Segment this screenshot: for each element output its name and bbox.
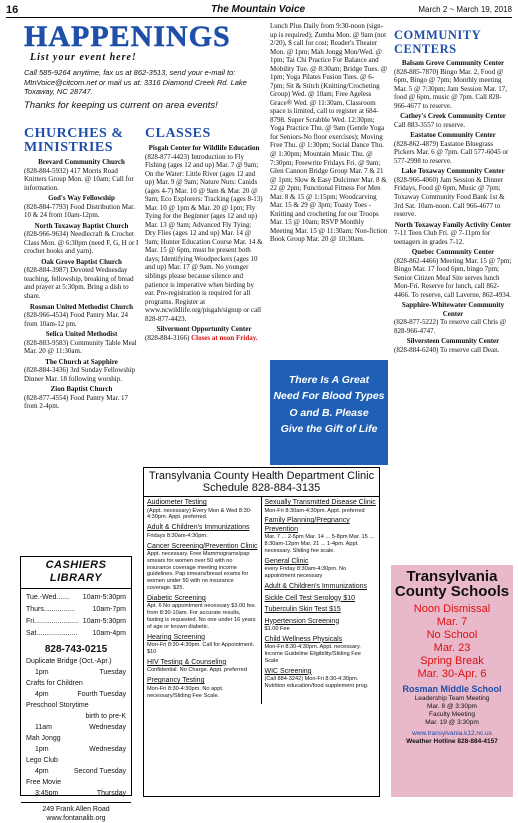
- school-date-line: Spring Break: [420, 655, 484, 667]
- entry-text: (828-885-7870) Bingo Mar. 2, Food @ 6pm, Bingo @ 7pm; Monthly meeting Mar. 5 @ 7:30pm; Jam Session Mar. 17, food @ 6pm, music @ 7pm. Call 828-966-4677 to reserve.: [394, 67, 508, 110]
- clinic-item: [147, 595, 258, 631]
- clinic-service-name: HIV Testing & Counseling: [147, 658, 227, 666]
- library-event-detail: [21, 711, 131, 722]
- library-event-time: [21, 766, 131, 777]
- hours-day: Fri.......................: [26, 617, 79, 625]
- list-item: [394, 167, 512, 218]
- list-item: [24, 385, 139, 411]
- event-time: 1pm: [35, 669, 49, 676]
- clinic-schedule-box: [143, 467, 380, 797]
- clinic-service-name: Family Planning/Pregnancy Prevention: [264, 517, 350, 533]
- clinic-item: [265, 517, 377, 555]
- entry-text: (828-966-9634) Needlecraft & Crochet Class Mon. @ 6:30pm (need F, G, H or I crochet hooks and yarn).: [24, 230, 139, 256]
- clinic-service-detail: (Appt. necessary) Every Mon & Wed 8:30-4:30pm. Appt. preferred.: [147, 507, 252, 521]
- hours-time: 10am-5:30pm: [82, 593, 126, 601]
- classes-heading: CLASSES: [145, 126, 211, 141]
- clinic-service-name: Sickle Cell Test Serology $10: [264, 594, 356, 602]
- event-time: 1pm: [35, 746, 49, 753]
- entry-text: 7-11 Teen Club Fri. @ 7-11pm for teenagers in grades 7-12.: [394, 229, 491, 246]
- library-hours-row: [21, 592, 131, 604]
- event-time: 11am: [35, 724, 52, 731]
- event-day: birth to pre-K: [85, 713, 126, 720]
- entry-org: God's Way Fellowship: [48, 194, 115, 203]
- school-meeting: Mar. 8 @ 3:30pm: [427, 702, 477, 710]
- event-day: Thursday: [96, 790, 126, 797]
- clinic-title: Transylvania County Health Department Clinic Schedule 828-884-3135: [144, 468, 379, 497]
- clinic-item: [265, 595, 377, 604]
- clinic-service-name: General Clinic: [264, 557, 309, 565]
- list-item: [394, 221, 512, 247]
- clinic-service-name: Diabetic Screening: [147, 594, 206, 602]
- entry-org: Zion Baptist Church: [50, 385, 113, 394]
- entry-text: (828-884-3436) 3rd Sunday Fellowship Dinner Mar. 18 following worship.: [24, 366, 136, 383]
- clinic-service-name: Adult & Children's Immunizations: [264, 583, 367, 590]
- list-item: [24, 222, 139, 256]
- happenings-subtitle: List your event here!: [30, 52, 137, 63]
- list-item: [394, 131, 512, 165]
- list-item: [24, 258, 139, 301]
- clinic-service-detail: every Friday 8:30am-4:30pm. No appointment necessary: [264, 566, 347, 580]
- school-name: Rosman Middle School: [402, 684, 502, 694]
- clinic-service-name: Child Wellness Physicals: [264, 635, 343, 643]
- entry-org: Eastatoe Community Center: [410, 131, 496, 140]
- clinic-service-detail: Mon-Fri 8:30-4:30pm. Call for Appointment. $10: [147, 642, 255, 656]
- clinic-item: [265, 606, 377, 615]
- list-item: [394, 248, 512, 299]
- school-meeting: Leadership Team Meeting: [414, 694, 490, 702]
- clinic-service-detail: Fridays 8:30am-4:30pm.: [147, 532, 208, 539]
- clinic-item: [147, 659, 258, 674]
- library-event-title: Duplicate Bridge (Oct.-Apr.): [26, 658, 112, 665]
- clinic-service-name: Sexually Transmitted Disease Clinic: [264, 499, 376, 506]
- library-hours-row: [21, 604, 131, 616]
- clinic-service-name: Hearing Screening: [147, 633, 205, 641]
- page-number: 16: [6, 4, 19, 16]
- entry-text: (828-884-7793) Food Distribution Mar. 10 & 24 from 10am-12pm.: [24, 202, 135, 220]
- issue-date: March 2 ~ March 19, 2018: [418, 5, 512, 14]
- event-time: 3:45pm: [35, 790, 59, 797]
- clinic-item: [147, 634, 258, 656]
- entry-text: (828-862-4466) Meeting Mar. 15 @ 7pm; Bingo Mar. 17 food 6pm, bingo 7pm; Senior Citizen Meal Site serves lunch Mon-Fri. Reserve for lunch, call 862-4466. To reserve, call Laverne, 862-4934.: [394, 256, 512, 299]
- hours-day: Sat.....................: [26, 629, 78, 637]
- closing-alert: Closes at noon Friday.: [191, 333, 258, 342]
- hours-time: 10am-5:30pm: [82, 617, 126, 625]
- entry-org: North Toxaway Family Activity Center: [394, 220, 512, 229]
- library-event-name: Crafts for Children: [26, 680, 83, 687]
- clinic-item: [265, 583, 377, 592]
- list-item: [24, 330, 139, 356]
- list-item: [24, 194, 139, 220]
- entry-org: Oak Grove Baptist Church: [41, 257, 122, 266]
- hours-time: 10am-7pm: [92, 605, 126, 613]
- schools-website: www.transylvania.k12.nc.us: [412, 729, 492, 737]
- entry-org: Pisgah Center for Wildlife Education: [148, 144, 260, 152]
- library-event-time: [21, 667, 131, 678]
- clinic-item: [147, 524, 258, 539]
- hours-time: 10am-4pm: [92, 629, 126, 637]
- clinic-item: [265, 668, 377, 690]
- entry-text: (828-966-4060) Jam Session & Dinner Fridays, Food @ 6pm, Music @ 7pm; Toxaway Community Food Bank 1st & 3rd Sat. 10am-noon. Call 966-4677 to reserve.: [394, 175, 505, 219]
- library-event-time: [21, 722, 131, 733]
- clinic-service-detail: Mon-Fri 8:30-4:30pm. Appt. necessary. Income Guideline Eligibility/Sliding Fee Scale: [264, 644, 361, 665]
- clinic-service-detail: $1.00 Fee: [264, 626, 290, 633]
- entry-org: Selica United Methodist: [45, 330, 118, 339]
- clinic-service-name: Pregnancy Testing: [147, 677, 205, 685]
- clinic-item: [265, 636, 377, 665]
- entry-text: (828-884-3166): [145, 333, 190, 342]
- library-phone: 828-743-0215: [44, 643, 108, 655]
- event-day: Tuesday: [99, 669, 126, 676]
- happenings-intro: Call 585-9264 anytime, fax us at 862-3513, send your e-mail to: MtnVoice@citcom.net or mail us at: 3316 Diamond Creek Rd. Lake Toxaway, NC 28747.: [24, 68, 247, 96]
- school-date-line: Mar. 7: [436, 616, 468, 628]
- banner-line: O and B. Please: [289, 406, 369, 419]
- list-item: [24, 158, 139, 192]
- library-address: 249 Frank Allen Road: [42, 806, 110, 813]
- event-day: Second Tuesday: [73, 768, 126, 775]
- library-title: CASHIERS LIBRARY: [21, 557, 131, 589]
- clinic-service-detail: Mon-Fri 8:30-4:30pm. No appt. necessary/Sliding Fee Scale.: [147, 685, 224, 699]
- clinic-service-detail: (Call 884-3242) Mon-Fri 8:30-4:30pm. Nutrition education/food supplement prog.: [264, 676, 369, 690]
- entry-text: (828-884-6240) To reserve call Dean.: [394, 346, 500, 354]
- classes-column: [145, 127, 263, 467]
- library-event-name: Mah Jongg: [26, 735, 61, 742]
- hours-day: Tue.-Wed.......: [26, 593, 70, 601]
- banner-line: Give the Gift of Life: [280, 422, 378, 435]
- entry-text: (828-877-4423) Introduction to Fly Fishing (ages 12 and up) Mar. 7 @ 9am; On the Water: Little River (ages 12 and up) Mar. 9 @ 9am; Nature Nuts: Canids (ages 4-7) Mar. 10 @ 9am & Mar. 20 @ 9am; Eco Explorers: Tracking (ages 8-13) Mar. 10 @ 1pm & Mar. 20 @ 1pm; Fly Tying for the Beginner (ages 12 and up) Mar. 13 @ 9am; Advanced Fly Tying: Dry Flies (ages 12 and up) Mar. 14 @ 9am; Hunter Education Course Mar. 14 & Mar. 15 @ 6pm, must be present both days; Identifying Woodpeckers (ages 10 and up) Mar. 17 @ 9am. No younger siblings please because silence and patience is imperative when birding by ear. Pre-registration is required for all programs. Register at www.ncwildlife.org/pisgah/signup or call 828-877-4423.: [145, 152, 263, 323]
- library-event-time: [21, 744, 131, 755]
- list-item: [394, 301, 512, 335]
- churches-heading: CHURCHES & MINISTRIES: [24, 126, 124, 155]
- school-meeting: Faculty Meeting: [429, 710, 475, 718]
- list-item: [145, 144, 263, 323]
- cashiers-library-box: [20, 556, 132, 822]
- entry-org: Sapphire-Whitewater Community Center: [401, 301, 505, 318]
- clinic-service-name: Tuberculin Skin Test $15: [264, 606, 341, 614]
- happenings-title: HAPPENINGS: [24, 20, 231, 53]
- school-date-line: Mar. 23: [433, 642, 471, 654]
- masthead: The Mountain Voice: [211, 4, 306, 15]
- clinic-item: [265, 558, 377, 580]
- clinic-service-detail: Mar. 7 ... 2-5pm Mar. 14 ... 5-8pm Mar. 15 ... 8:30am-12pm Mar. 21 ... 1-4pm. Appt. necessary. Sliding fee scale.: [264, 534, 374, 555]
- entry-text: (828-884-5932) 417 Morris Road Knitters Group Mon. @ 10am; Call for information.: [24, 166, 134, 192]
- school-date-line: Mar. 30-Apr. 6: [417, 668, 487, 680]
- list-item: [24, 358, 139, 384]
- schools-box: [391, 565, 513, 797]
- entry-text: (828-884-3987) Devoted Wednesday teaching, fellowship, breaking of bread and prayer at 5:30pm. Bring a dish to share.: [24, 266, 134, 300]
- school-date-line: No School: [426, 629, 478, 641]
- list-item: [24, 303, 139, 329]
- event-time: 4pm: [35, 768, 49, 775]
- entry-org: Brevard Community Church: [38, 158, 125, 166]
- entry-org: Lake Toxaway Community Center: [401, 167, 505, 176]
- community-list: [394, 59, 512, 355]
- entry-org: Silvermont Opportunity Center: [156, 325, 252, 334]
- entry-org: Rosman United Methodist Church: [29, 302, 134, 311]
- entry-text: (828-877-5222) To reserve call Chris @ 828-966-4747.: [394, 318, 507, 335]
- list-item: [145, 325, 263, 342]
- entry-text: Call 883-3557 to reserve.: [394, 120, 466, 129]
- library-event-time: [21, 689, 131, 700]
- list-item: [394, 337, 512, 354]
- clinic-right-column: [262, 497, 380, 704]
- library-event-name: Free Movie: [26, 779, 62, 786]
- entry-org: Quebec Community Center: [411, 248, 495, 257]
- clinic-service-detail: Confidential. No Charge. Appt. preferred: [147, 667, 247, 674]
- schools-title: Transylvania County Schools: [394, 568, 510, 600]
- churches-column: [24, 127, 139, 553]
- entry-org: North Toxaway Baptist Church: [34, 221, 129, 230]
- blood-drive-banner: [270, 360, 388, 465]
- churches-list: [24, 158, 139, 411]
- clinic-service-name: Cancer Screening/Prevention Clinic: [147, 542, 258, 550]
- clinic-service-name: Hypertension Screening: [264, 617, 340, 625]
- event-time: 4pm: [35, 691, 49, 698]
- event-day: Wednesday: [89, 724, 126, 731]
- entry-org: The Church at Sapphire: [45, 357, 118, 366]
- clinic-item: [147, 677, 258, 699]
- weather-hotline: Weather Hotline 828-884-4157: [406, 737, 498, 745]
- library-event-name: Lego Club: [26, 757, 58, 764]
- library-hours: [21, 592, 131, 640]
- happenings-thanks: Thanks for keeping us current on area events!: [24, 100, 218, 112]
- event-day: Wednesday: [89, 746, 126, 753]
- school-meeting: Mar. 19 @ 3:30pm: [425, 718, 479, 726]
- banner-line: There Is A Great: [288, 374, 370, 386]
- event-day: Fourth Tuesday: [77, 691, 126, 698]
- library-footer: [21, 802, 131, 823]
- clinic-service-name: WIC Screening: [264, 667, 312, 675]
- clinic-item: [147, 543, 258, 592]
- clinic-service-name: Adult & Children's Immunizations: [147, 524, 250, 532]
- classes-continued-column: [270, 22, 388, 358]
- entry-org: Balsam Grove Community Center: [401, 59, 505, 67]
- clinic-service-name: Audiometer Testing: [147, 499, 207, 506]
- library-event-time: [21, 788, 131, 799]
- hours-day: Thurs................: [26, 605, 76, 613]
- community-column: [394, 28, 512, 562]
- clinic-item: [265, 618, 377, 633]
- clinic-service-detail: Mon-Fri 8:30am-4:30pm. Appt. preferred: [264, 507, 365, 514]
- list-item: [394, 112, 512, 129]
- list-item: [394, 59, 512, 110]
- clinic-service-detail: Apt. 6 No appointment necessary $3.00 fee. from 8:30-10am. For accurate results, fasting is requested. No one under 16 years of age or known diabetic.: [147, 603, 257, 630]
- clinic-left-column: [144, 497, 262, 704]
- clinic-item: [265, 499, 377, 514]
- entry-org: Silversteen Community Center: [406, 337, 500, 346]
- library-hours-row: [21, 616, 131, 628]
- clinic-item: [147, 499, 258, 521]
- entry-text: (828-883-9583) Community Table Meal Mar. 20 @ 11:30am.: [24, 338, 137, 356]
- school-date-line: Noon Dismissal: [413, 603, 491, 615]
- clinic-service-detail: Appt. necessary. Free Mammograms/pap smears for women over 50 with no insurance coverage meeting income guidelines. Pap smears/breast exams for women under 50 with no insurance coverage. $25.: [147, 551, 250, 592]
- library-hours-row: [21, 628, 131, 640]
- library-event-name: Preschool Storytime: [26, 702, 89, 709]
- entry-text: (828-966-4534) Food Pantry Mar. 24 from 10am-12 pm.: [24, 311, 129, 328]
- entry-text: Lunch Plus Daily from 9:30-noon (sign-up is required); Zumba Mon. @ 9am (not 2/20), $ call for cost; Reader's Theater Mon. @ 1pm; Mah Jongg Mon/Wed. @ 1pm; Tai Chi Practice For Balance and Mobility Tue. @ 8:30am; Bridge Tues. @ 1pm; Yoga Pilates Fusion Tues. @ 6-7pm; Sit & Stitch (Knitting/Crocheting Group) Wed. @ 10am; Free Ageless Grace® Wed. @ 11:30am, Classroom space is limited, call to register at 684-8798. Super Scrabble Wed. 12:30pm; Yoga Practice Thu. @ 9am (Gentle Yoga for Seniors-No floor exercises); Moving Free Thu. @ 1:30pm; Social Dance Thu. @ 1:30pm; Mountain Music Thu. @ 7:30pm; Freewrite Fridays Fri. @ 9am; Glen Cannon Bridge Group Mar. 7 & 21 @ 1pm; Slow & Easy Dulcimer Mar. 8 & 22 @ 2pm; Functional Fitness For Men Mar. 8 & 15 @ 1:15pm; Woodcarving Mar. 15 & 29 @ 3pm; Toasty Toes - Knitting and crocheting for our Troops Mar. 15 @ 10am; RSVP Monthly Meeting Mar. 15 @ 11:30am; Non-fiction Book Group Mar. 20 @ 10:30am.: [270, 22, 388, 244]
- library-website: www.fontanalib.org: [46, 815, 106, 822]
- library-events: [21, 667, 131, 799]
- community-heading: COMMUNITY CENTERS: [394, 28, 481, 56]
- entry-text: (828-862-4879) Eastatoe Bluegrass Pickers Mar. 6 @ 7pm. Call 577-6045 or 577-2998 to reserve.: [394, 139, 509, 165]
- banner-line: Need For Blood Types: [273, 390, 385, 403]
- entry-text: (828-877-4554) Food Pantry Mar. 17 from 2-4pm.: [24, 393, 129, 411]
- page-header: [6, 4, 512, 18]
- entry-org: Cathey's Creek Community Center: [400, 112, 506, 121]
